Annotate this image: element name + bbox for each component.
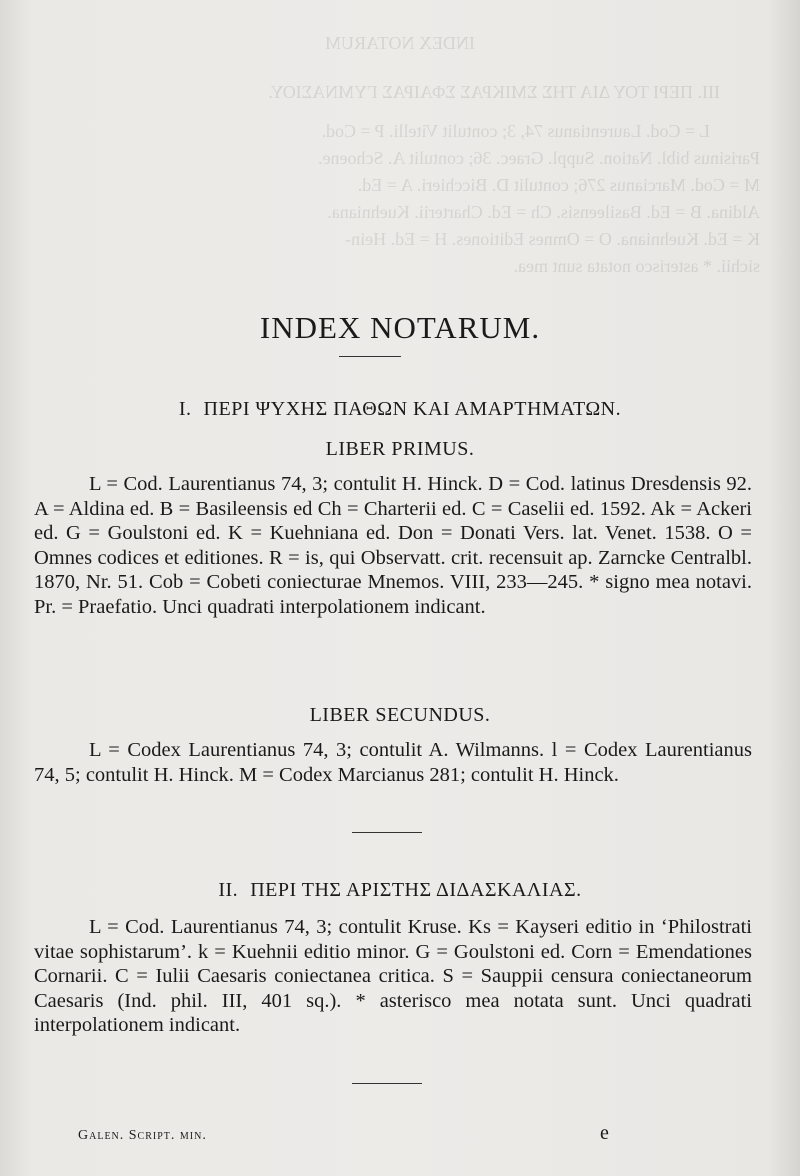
section-1-title: ΠΕΡΙ ΨΥΧΗΣ ΠΑΘΩΝ ΚΑΙ ΑΜΑΡΤΗΜΑΤΩΝ.	[203, 398, 622, 420]
bleed-line: sichii. * asterisco notata sunt mea.	[513, 256, 760, 276]
bleed-line: III. ΠΕΡΙ ΤΟΥ ΔΙΑ ΤΗΣ ΣΜΙΚΡΑΣ ΣΦΑΙΡΑΣ ΓΥΜΝΑΣΙΟΥ.	[268, 82, 720, 102]
section-2-title: ΠΕΡΙ ΤΗΣ ΑΡΙΣΤΗΣ ΔΙΔΑΣΚΑΛΙΑΣ.	[250, 879, 582, 901]
section-2-sigla-paragraph: L = Cod. Laurentianus 74, 3; contulit Kruse. Ks = Kayseri editio in ‘Philostrati vitae sophistarum’. k = Kuehnii editio minor. G = Goulstoni ed. Corn = Emendationes Cornarii. C = Iulii Caesaris coniectanea critica. S = Sauppii censura coniectaneorum Caesaris (Ind. phil. III, 401 sq.). * asterisco mea notata sunt. Unci quadrati interpolationem indicant.	[34, 916, 752, 1037]
signature-mark-right: e	[600, 1122, 609, 1144]
bleed-line: L = Cod. Laurentianus 74, 3; contulit Vitelli. P = Cod.	[321, 121, 710, 141]
book-1-sigla-paragraph: L = Cod. Laurentianus 74, 3; contulit H. Hinck. D = Cod. latinus Dresdensis 92. A = Aldina ed. B = Basileensis ed Ch = Charterii ed. C = Caselii ed. 1592. Ak = Ackeri ed. G = Goulstoni ed. K = Kuehniana ed. Don = Donati Vers. lat. Venet. 1538. O = Omnes codices et editiones. R = is, qui Observatt. crit. recensuit ap. Zarncke Centralbl. 1870, Nr. 51. Cob = Cobeti coniecturae Mnemos. VIII, 233—245. * signo mea notavi. Pr. = Praefatio. Unci quadrati interpolationem indicant.	[34, 473, 752, 618]
bleed-through-text	[0, 0, 800, 300]
section-1-number: I.	[178, 398, 192, 420]
section-1-heading	[0, 396, 800, 422]
bleed-line: INDEX NOTARUM	[324, 33, 476, 53]
book-1-heading: LIBER PRIMUS.	[325, 438, 475, 460]
bleed-line: Parisinus bibl. Nation. Suppl. Graec. 36; contulit A. Schoene.	[318, 148, 760, 168]
bleed-line: K = Ed. Kuehniana. O = Omnes Editiones. H = Ed. Hein-	[345, 229, 760, 249]
section-divider	[352, 832, 422, 833]
end-divider	[352, 1083, 422, 1084]
bleed-line: M = Cod. Marcianus 276; contulit D. Bicchieri. A = Ed.	[357, 175, 760, 195]
signature-mark-left: Galen. Script. min.	[78, 1128, 207, 1143]
book-2-heading: LIBER SECUNDUS.	[309, 704, 491, 726]
page-title: INDEX NOTARUM.	[259, 310, 541, 345]
book-2-sigla-paragraph: L = Codex Laurentianus 74, 3; contulit A. Wilmanns. l = Codex Laurentianus 74, 5; contulit H. Hinck. M = Codex Marcianus 281; contulit H. Hinck.	[34, 739, 752, 786]
section-2-number: II.	[218, 879, 239, 901]
section-2-heading	[0, 877, 800, 903]
title-divider	[339, 356, 401, 357]
bleed-line: Aldina. B = Ed. Basileensis. Ch = Ed. Charterii. Kuehniana.	[327, 202, 760, 222]
